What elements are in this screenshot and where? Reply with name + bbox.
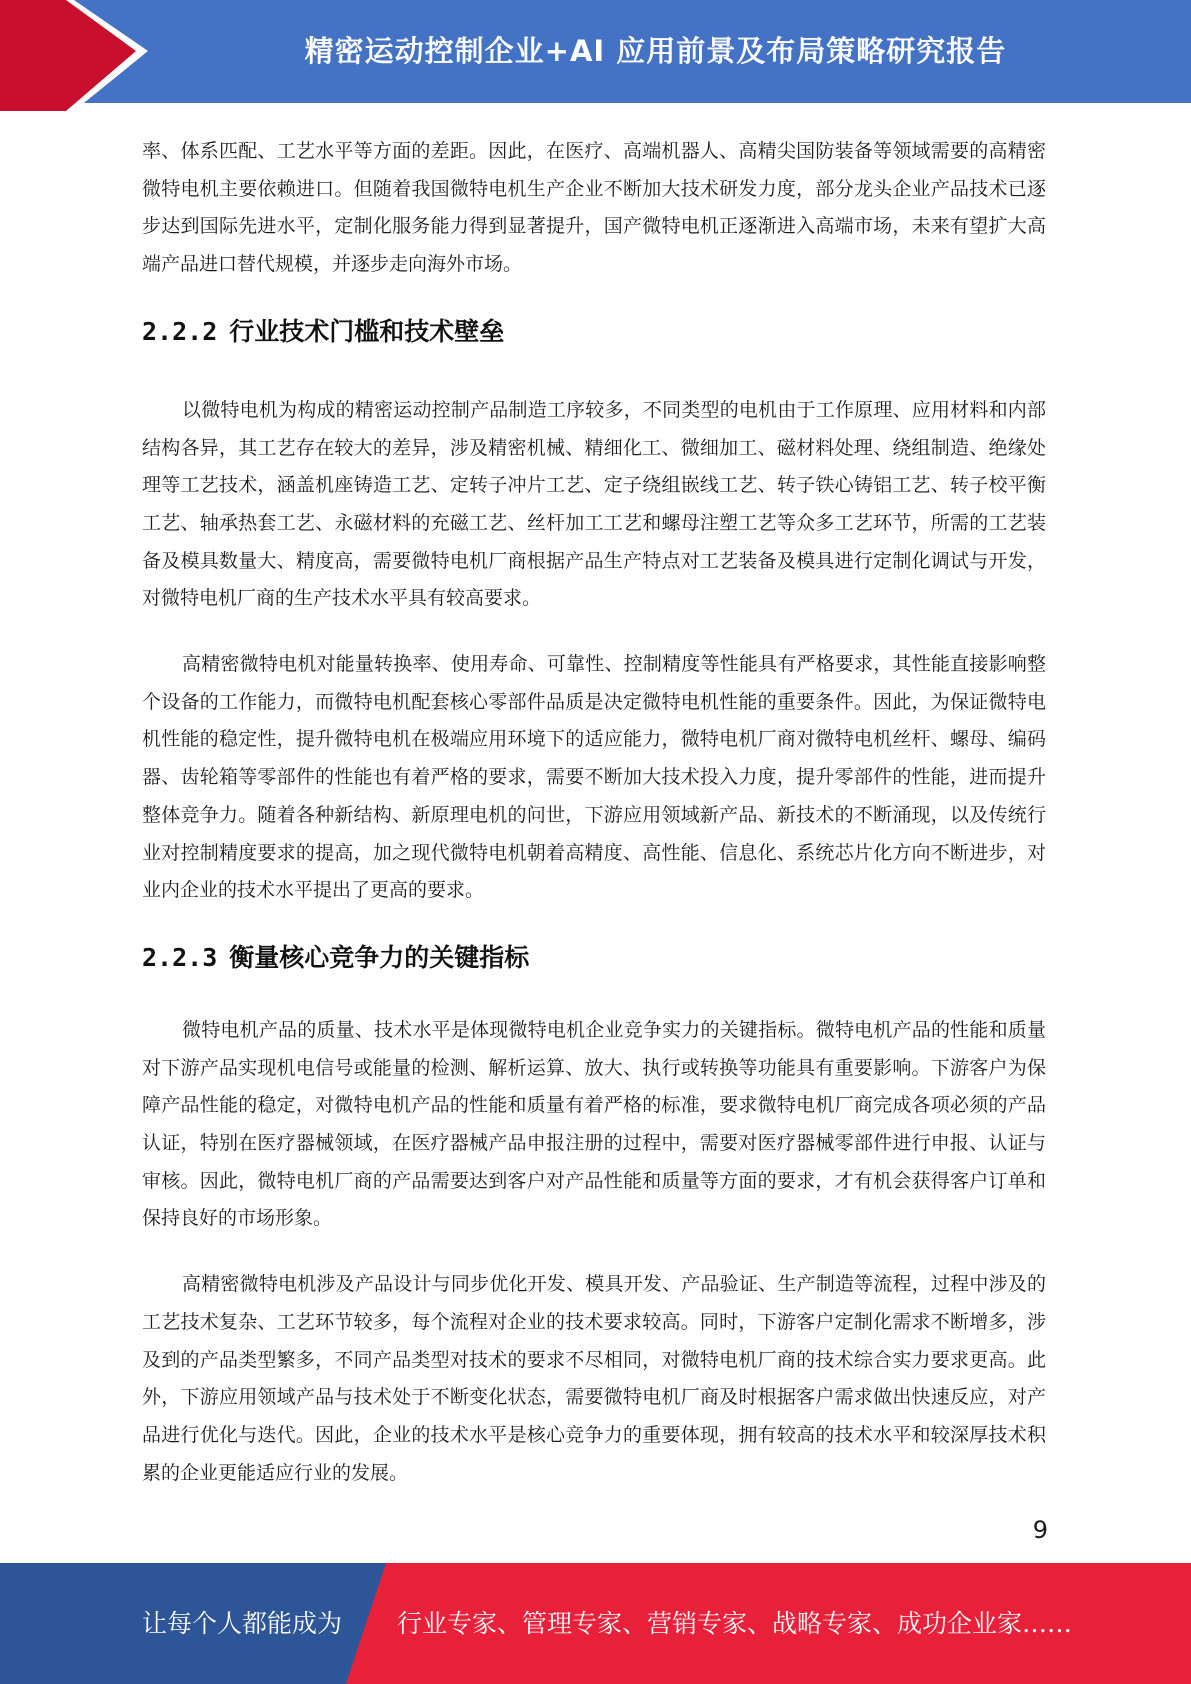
page-content [142,133,1046,1492]
section-number: 2.2.2 [142,316,218,346]
section-heading-2-2-3 [142,938,1046,978]
paragraph-component-requirements: 高精密微特电机对能量转换率、使用寿命、可靠性、控制精度等性能具有严格要求，其性能直接影响整个设备的工作能力，而微特电机配套核心零部件品质是决定微特电机性能的重要条件。因此，为保证微特电机性能的稳定性，提升微特电机在极端应用环境下的适应能力，微特电机厂商对微特电机丝杆、螺母、编码器、齿轮箱等零部件的性能也有着严格的要求，需要不断加大技术投入力度，提升零部件的性能，进而提升整体竞争力。随着各种新结构、新原理电机的问世，下游应用领域新产品、新技术的不断涌现，以及传统行业对控制精度要求的提高，加之现代微特电机朝着高精度、高性能、信息化、系统芯片化方向不断进步，对业内企业的技术水平提出了更高的要求。 [142,653,1046,902]
section-title: 衡量核心竞争力的关键指标 [229,942,530,972]
page-number: 9 [1032,1516,1048,1544]
section-number: 2.2.3 [142,942,218,972]
section-heading-2-2-2 [142,312,1046,352]
paragraph-quality-indicators: 微特电机产品的质量、技术水平是体现微特电机企业竞争实力的关键指标。微特电机产品的性能和质量对下游产品实现机电信号或能量的检测、解析运算、放大、执行或转换等功能具有重要影响。下游客户为保障产品性能的稳定，对微特电机产品的性能和质量有着严格的标准，要求微特电机厂商完成各项必须的产品认证，特别在医疗器械领域，在医疗器械产品申报注册的过程中，需要对医疗器械零部件进行申报、认证与审核。因此，微特电机厂商的产品需要达到客户对产品性能和质量等方面的要求，才有机会获得客户订单和保持良好的市场形象。 [142,1018,1046,1230]
page-header [0,0,1191,111]
paragraph-technical-level: 高精密微特电机涉及产品设计与同步优化开发、模具开发、产品验证、生产制造等流程，过程中涉及的工艺技术复杂、工艺环节较多，每个流程对企业的技术要求较高。同时，下游客户定制化需求不断增多，涉及到的产品类型繁多，不同产品类型对技术的要求不尽相同，对微特电机厂商的技术综合实力要求更高。此外，下游应用领域产品与技术处于不断变化状态，需要微特电机厂商及时根据客户需求做出快速反应，对产品进行优化与迭代。因此，企业的技术水平是核心竞争力的重要体现，拥有较高的技术水平和较深厚技术积累的企业更能适应行业的发展。 [142,1273,1046,1484]
paragraph-continued: 率、体系匹配、工艺水平等方面的差距。因此，在医疗、高端机器人、高精尖国防装备等领域需要的高精密微特电机主要依赖进口。但随着我国微特电机生产企业不断加大技术研发力度，部分龙头企业产品技术已逐步达到国际先进水平，定制化服务能力得到显著提升，国产微特电机正逐渐进入高端市场，未来有望扩大高端产品进口替代规模，并逐步走向海外市场。 [142,140,1046,276]
section-title: 行业技术门槛和技术壁垒 [229,316,505,346]
footer-slogan-left: 让每个人都能成为 [142,1609,343,1638]
report-title: 精密运动控制企业+AI 应用前景及布局策略研究报告 [304,34,1007,68]
footer-slogan-right: 行业专家、管理专家、营销专家、战略专家、成功企业家…… [397,1609,1073,1638]
page-footer [0,1563,1191,1684]
paragraph-manufacturing-process: 以微特电机为构成的精密运动控制产品制造工序较多，不同类型的电机由于工作原理、应用材料和内部结构各异，其工艺存在较大的差异，涉及精密机械、精细化工、微细加工、磁材料处理、绕组制造、绝缘处理等工艺技术，涵盖机座铸造工艺、定转子冲片工艺、定子绕组嵌线工艺、转子铁心铸铝工艺、转子校平衡工艺、轴承热套工艺、永磁材料的充磁工艺、丝杆加工工艺和螺母注塑工艺等众多工艺环节，所需的工艺装备及模具数量大、精度高，需要微特电机厂商根据产品生产特点对工艺装备及模具进行定制化调试与开发，对微特电机厂商的生产技术水平具有较高要求。 [142,398,1046,610]
